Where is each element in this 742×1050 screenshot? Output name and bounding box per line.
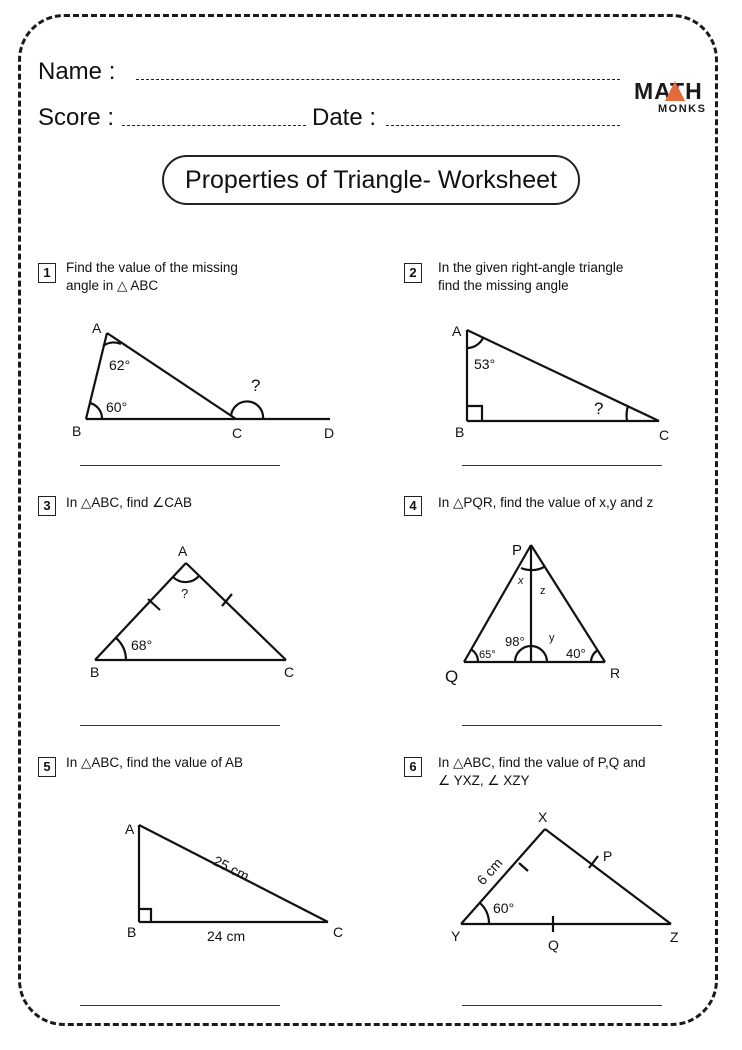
name-label: Name :	[38, 58, 116, 85]
q3-label-c: C	[284, 664, 295, 680]
question-number-3: 3	[38, 496, 56, 516]
q6-label-p: P	[603, 848, 613, 864]
q1-label-d: D	[324, 425, 335, 441]
q6-label-y: Y	[451, 928, 461, 944]
q4-label-q: Q	[445, 667, 459, 686]
q6-label-z: Z	[670, 929, 679, 945]
question-text-3: In △ABC, find ∠CAB	[66, 495, 193, 510]
q4-angle-98: 98°	[505, 634, 525, 649]
q2-angle-a: 53°	[474, 356, 496, 372]
q1-angle-b: 60°	[106, 399, 128, 415]
q3-unknown: ?	[181, 586, 189, 601]
q1-label-c: C	[232, 425, 243, 441]
question-text-2: In the given right-angle triangle find the missing angle	[438, 260, 624, 293]
question-text-1: Find the value of the missing angle in △ ABC	[66, 260, 238, 293]
q6-label-x: X	[538, 809, 548, 825]
question-text-5: In △ABC, find the value of AB	[66, 755, 243, 770]
question-number-1: 1	[38, 263, 56, 283]
answer-line-6[interactable]	[462, 1005, 662, 1006]
q4-angle-q: 65°	[479, 649, 496, 661]
question-number-4: 4	[404, 496, 422, 516]
q5-hypotenuse-length: 25 cm	[210, 852, 252, 884]
score-label: Score :	[38, 104, 115, 131]
q3-angle-b: 68°	[131, 637, 153, 653]
q1-unknown: ?	[251, 376, 261, 395]
q3-label-a: A	[178, 543, 188, 559]
logo-main-text: MATH	[634, 78, 703, 104]
q4-label-z: z	[540, 585, 546, 597]
logo-sub-text: MONKS	[658, 103, 707, 115]
question-number-2: 2	[404, 263, 422, 283]
triangle-xyz-6	[461, 829, 671, 932]
q2-label-b: B	[455, 424, 465, 440]
question-text-6: In △ABC, find the value of P,Q and ∠ YXZ, ∠ XZY	[438, 755, 646, 788]
date-label: Date :	[312, 104, 377, 131]
q3-label-b: B	[90, 664, 100, 680]
q2-unknown: ?	[594, 399, 604, 418]
q5-base-length: 24 cm	[207, 928, 246, 944]
question-number-5: 5	[38, 757, 56, 777]
q1-angle-a: 62°	[109, 357, 131, 373]
question-text-4: In △PQR, find the value of x,y and z	[438, 495, 654, 510]
q5-label-c: C	[333, 924, 344, 940]
q4-label-y: y	[549, 632, 555, 644]
q4-angle-r: 40°	[566, 646, 586, 661]
q4-label-p: P	[512, 542, 523, 559]
q1-label-b: B	[72, 423, 82, 439]
page-title: Properties of Triangle- Worksheet	[162, 155, 580, 205]
q6-label-q: Q	[548, 937, 559, 953]
q4-label-x: x	[518, 575, 524, 587]
q1-label-a: A	[92, 320, 102, 336]
q2-label-c: C	[659, 427, 670, 443]
q5-label-b: B	[127, 924, 137, 940]
q5-label-a: A	[125, 821, 135, 837]
question-number-6: 6	[404, 757, 422, 777]
q6-angle-y: 60°	[493, 900, 515, 916]
q4-label-r: R	[610, 665, 621, 681]
q2-label-a: A	[452, 323, 462, 339]
q6-side-length: 6 cm	[473, 854, 506, 889]
